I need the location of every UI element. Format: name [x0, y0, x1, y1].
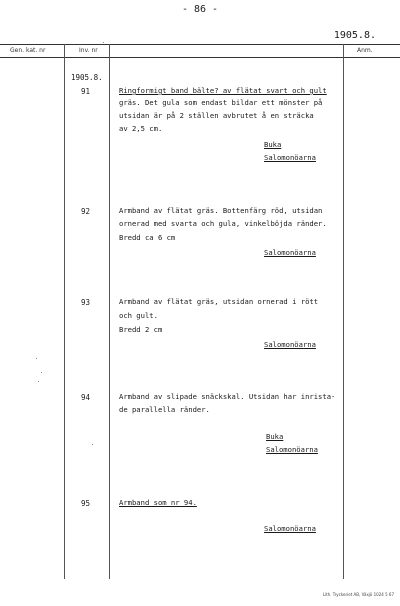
- column-header-remarks: Anm.: [357, 47, 373, 54]
- entry-line: Armband som nr 94.: [119, 498, 197, 507]
- scan-speck: [103, 42, 104, 43]
- inventory-number: 95: [81, 499, 91, 508]
- column-header-catalog: Gen. kat. nr: [10, 47, 46, 54]
- entry-line: Bredd 2 cm: [119, 325, 163, 334]
- entry-line: de parallella ränder.: [119, 405, 210, 414]
- column-header-inventory: Inv. nr: [79, 47, 98, 54]
- place-name: Buka: [266, 432, 284, 441]
- entry-line: gräs. Det gula som endast bildar ett mönster på: [119, 98, 323, 107]
- entry-line: Bredd ca 6 cm: [119, 233, 176, 242]
- scan-speck: [38, 381, 39, 382]
- inventory-number: 92: [81, 207, 91, 216]
- inventory-number: 93: [81, 298, 91, 307]
- entry-line: Armband av flätat gräs. Bottenfärg röd, utsidan: [119, 206, 323, 215]
- entry-line: och gult.: [119, 311, 158, 320]
- entry-line: utsidan är på 2 ställen avbrutet å en sträcka: [119, 111, 314, 120]
- header-rule-bottom: [0, 57, 400, 58]
- place-name: Salomonöarna: [264, 153, 316, 162]
- scan-speck: [41, 372, 42, 373]
- entry-line: ornerad med svarta och gula, vinkelböjda ränder.: [119, 219, 327, 228]
- place-name: Buka: [264, 140, 282, 149]
- entry-line: Ringformigt band bälte? av flätat svart och gult: [119, 86, 327, 95]
- place-name: Salomonöarna: [264, 248, 316, 257]
- scan-speck: [36, 358, 37, 359]
- page-number: - 86 -: [181, 4, 219, 15]
- column-divider-2: [109, 44, 110, 579]
- place-name: Salomonöarna: [264, 340, 316, 349]
- place-name: Salomonöarna: [266, 445, 318, 454]
- entry-line: av 2,5 cm.: [119, 124, 163, 133]
- entry-line: Armband av flätat gräs, utsidan ornerad i rött: [119, 297, 319, 306]
- column-divider-3: [343, 44, 344, 579]
- section-year: 1905.8.: [71, 73, 103, 82]
- column-divider-1: [64, 44, 65, 579]
- entry-line: Armband av slipade snäckskal. Utsidan har inrista-: [119, 392, 336, 401]
- header-year: 1905.8.: [333, 30, 376, 41]
- place-name: Salomonöarna: [264, 524, 316, 533]
- inventory-number: 94: [81, 393, 91, 402]
- printer-imprint: Lith. Tryckeriet AB, Växjö 1024 5 67: [322, 592, 394, 597]
- header-rule: [0, 44, 400, 45]
- inventory-number: 91: [81, 87, 91, 96]
- scan-speck: [92, 444, 93, 445]
